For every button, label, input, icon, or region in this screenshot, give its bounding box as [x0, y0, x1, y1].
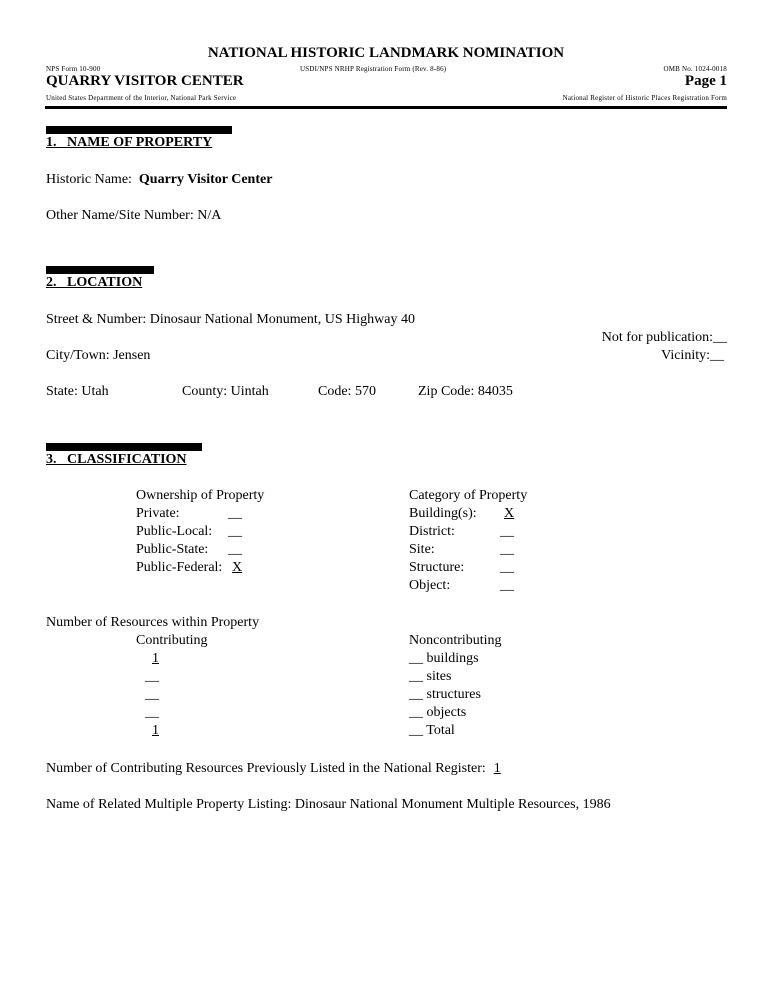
ownership-state-mark: __	[228, 542, 242, 557]
contributing-sites: __	[145, 669, 159, 684]
historic-name	[46, 172, 272, 188]
contributing-buildings: 1	[152, 651, 159, 666]
section2-bar	[46, 266, 154, 274]
ownership-federal-mark: X	[232, 560, 243, 575]
page-number: Page 1	[684, 73, 727, 89]
multiple-property-listing: Name of Related Multiple Property Listing: Dinosaur National Monument Multiple Resources, 1986	[46, 797, 611, 812]
previously-listed	[46, 761, 509, 777]
contributing-total: 1	[152, 723, 159, 738]
previously-listed-label: Number of Contributing Resources Previously Listed in the National Register:	[46, 761, 486, 776]
omb-number: OMB No. 1024-0018	[663, 65, 727, 73]
noncontributing-total: __ Total	[409, 723, 455, 738]
category-building-label: Building(s):	[409, 506, 477, 521]
form-title: NATIONAL HISTORIC LANDMARK NOMINATION	[207, 45, 565, 61]
historic-name-value: Quarry Visitor Center	[138, 172, 273, 187]
historic-name-label: Historic Name:	[46, 172, 132, 187]
section1-heading: 1. NAME OF PROPERTY	[46, 135, 213, 150]
zip-code: Zip Code: 84035	[418, 384, 513, 399]
register-name: National Register of Historic Places Registration Form	[562, 94, 727, 102]
noncontributing-title: Noncontributing	[409, 633, 502, 648]
contributing-title: Contributing	[136, 633, 208, 648]
county: County: Uintah	[182, 384, 269, 399]
street-number: Street & Number: Dinosaur National Monument, US Highway 40	[46, 312, 416, 327]
category-title: Category of Property	[409, 488, 528, 503]
section3-heading: 3. CLASSIFICATION	[46, 452, 187, 467]
section3-bar	[46, 443, 202, 451]
code: Code: 570	[318, 384, 376, 399]
category-object-label: Object:	[409, 578, 451, 593]
category-site-mark: __	[500, 542, 514, 557]
ownership-federal-label: Public-Federal:	[136, 560, 223, 575]
city-town: City/Town: Jensen	[46, 348, 151, 363]
category-site-label: Site:	[409, 542, 435, 557]
noncontributing-objects: __ objects	[409, 705, 467, 720]
form-number: NPS Form 10-900	[46, 65, 101, 73]
section1-bar	[46, 126, 232, 134]
contributing-objects: __	[145, 705, 159, 720]
header-rule	[45, 106, 727, 109]
ownership-local-mark: __	[228, 524, 242, 539]
noncontributing-sites: __ sites	[409, 669, 452, 684]
not-for-publication: Not for publication:__	[601, 330, 727, 345]
ownership-title: Ownership of Property	[136, 488, 265, 503]
category-structure-mark: __	[500, 560, 514, 575]
noncontributing-buildings: __ buildings	[409, 651, 479, 666]
contributing-structures: __	[145, 687, 159, 702]
noncontributing-structures: __ structures	[409, 687, 481, 702]
category-building-mark: X	[504, 506, 515, 521]
ownership-private-label: Private:	[136, 506, 180, 521]
category-object-mark: __	[500, 578, 514, 593]
category-district-label: District:	[409, 524, 455, 539]
state: State: Utah	[46, 384, 109, 399]
ownership-private-mark: __	[228, 506, 242, 521]
ownership-local-label: Public-Local:	[136, 524, 213, 539]
resources-title: Number of Resources within Property	[46, 615, 260, 630]
section2-heading: 2. LOCATION	[46, 275, 143, 290]
category-structure-label: Structure:	[409, 560, 465, 575]
property-name-header: QUARRY VISITOR CENTER	[46, 73, 244, 89]
ownership-state-label: Public-State:	[136, 542, 209, 557]
agency-name: United States Department of the Interior, National Park Service	[46, 94, 237, 102]
category-district-mark: __	[500, 524, 514, 539]
form-name: USDI/NPS NRHP Registration Form (Rev. 8-86)	[300, 65, 447, 73]
other-name: Other Name/Site Number: N/A	[46, 208, 222, 223]
previously-listed-value: 1	[493, 761, 501, 776]
vicinity: Vicinity:__	[661, 348, 724, 363]
